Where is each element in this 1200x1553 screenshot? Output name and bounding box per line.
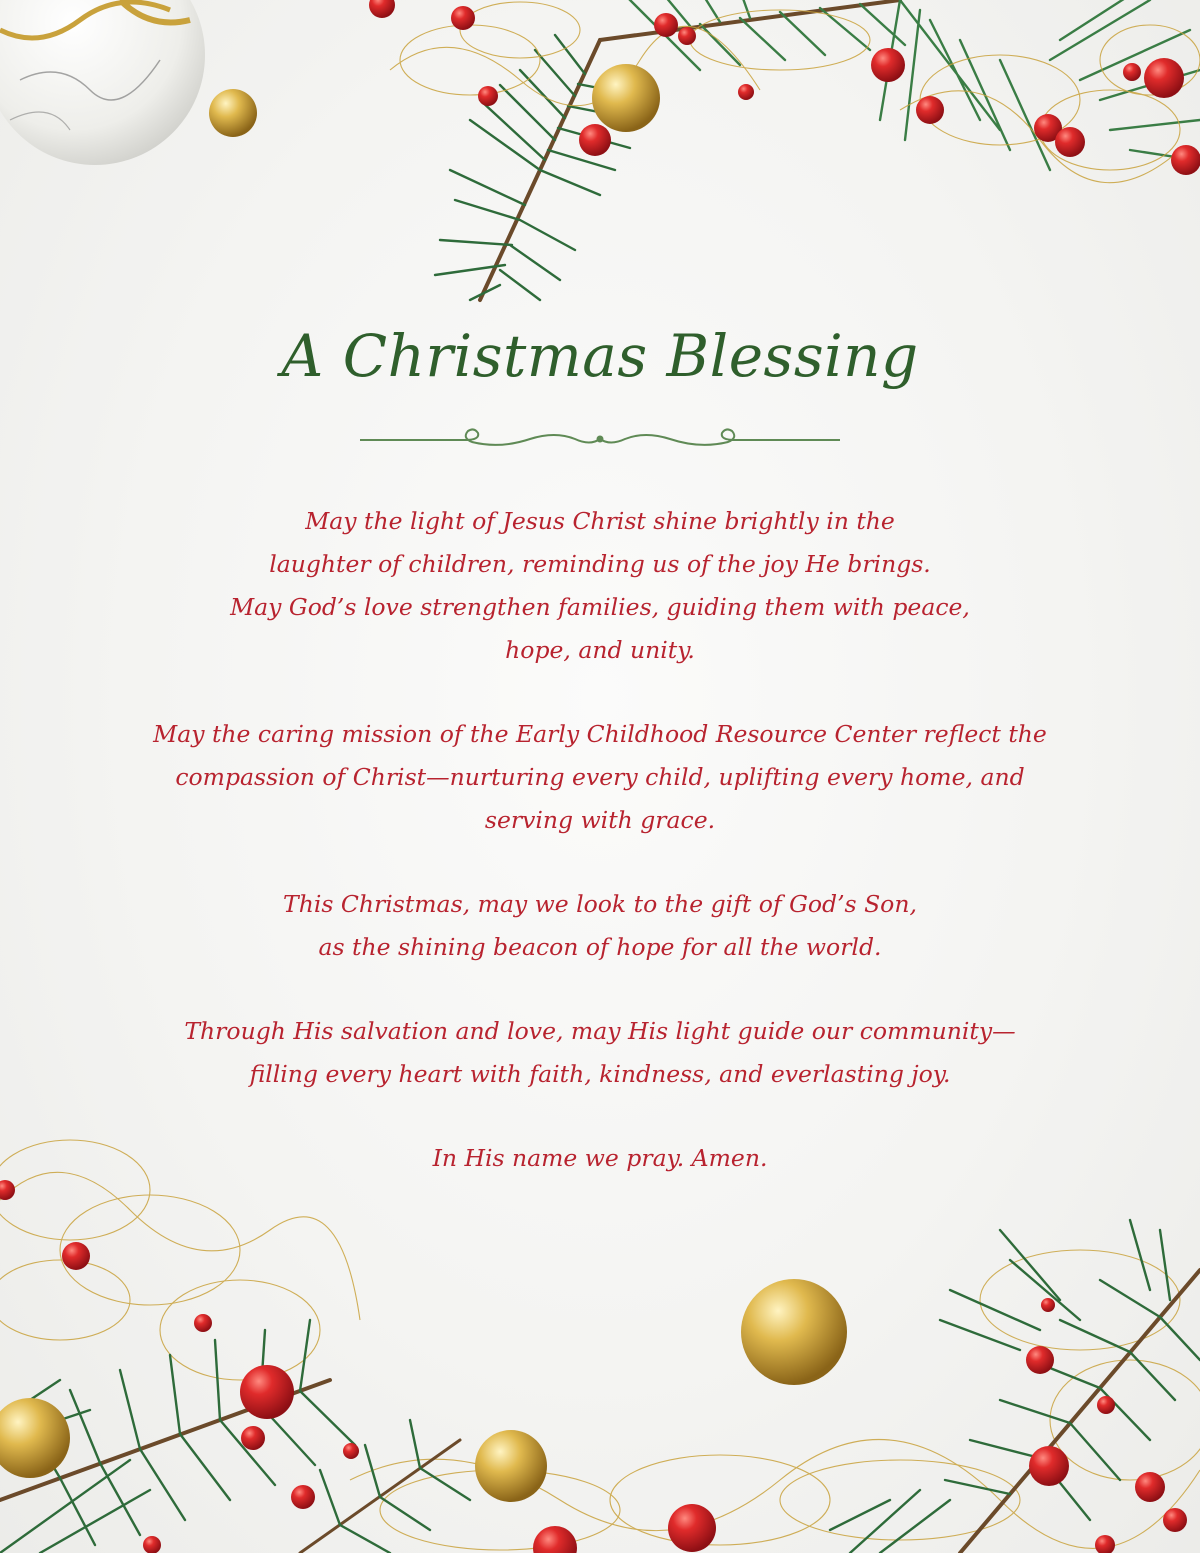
text-line: serving with grace.: [484, 806, 716, 834]
text-line: as the shining beacon of hope for all the world.: [318, 933, 882, 961]
gold-ball-bottom-center-icon: [475, 1430, 547, 1502]
bottom-right-pine-branch-icon: [830, 1220, 1200, 1553]
text-line: This Christmas, may we look to the gift of God’s Son,: [283, 890, 917, 918]
gold-ball-top-icon: [592, 64, 660, 132]
paragraph: [40, 1010, 1160, 1096]
text-line: hope, and unity.: [505, 636, 695, 664]
top-pine-branch-icon: [435, 0, 1200, 300]
bottom-pine-branch-icon: [0, 1320, 470, 1553]
gold-ball-bottom-left-icon: [0, 1398, 70, 1478]
blessing-text: [40, 500, 1160, 1221]
text-line: In His name we pray. Amen.: [432, 1144, 768, 1172]
red-berries-top-icon: [369, 0, 1200, 175]
white-ornament-icon: [0, 0, 205, 165]
flourish-divider-icon: [360, 425, 840, 455]
red-berries-bottom-left-icon: [0, 1180, 716, 1553]
text-line: laughter of children, reminding us of the joy He brings.: [269, 550, 931, 578]
paragraph: [40, 500, 1160, 672]
text-line: filling every heart with faith, kindness, and everlasting joy.: [249, 1060, 951, 1088]
text-line: May the caring mission of the Early Childhood Resource Center reflect the: [153, 720, 1047, 748]
text-line: compassion of Christ—nurturing every child, uplifting every home, and: [175, 763, 1025, 791]
paragraph: [40, 883, 1160, 969]
text-line: Through His salvation and love, may His light guide our community—: [184, 1017, 1016, 1045]
text-line: May God’s love strengthen families, guiding them with peace,: [230, 593, 970, 621]
text-line: May the light of Jesus Christ shine brightly in the: [305, 507, 895, 535]
closing-line: [40, 1137, 1160, 1180]
page-title: A Christmas Blessing: [281, 322, 919, 390]
gold-ball-glitter-icon: [741, 1279, 847, 1385]
paragraph: [40, 713, 1160, 842]
gold-bead-icon: [209, 89, 257, 137]
